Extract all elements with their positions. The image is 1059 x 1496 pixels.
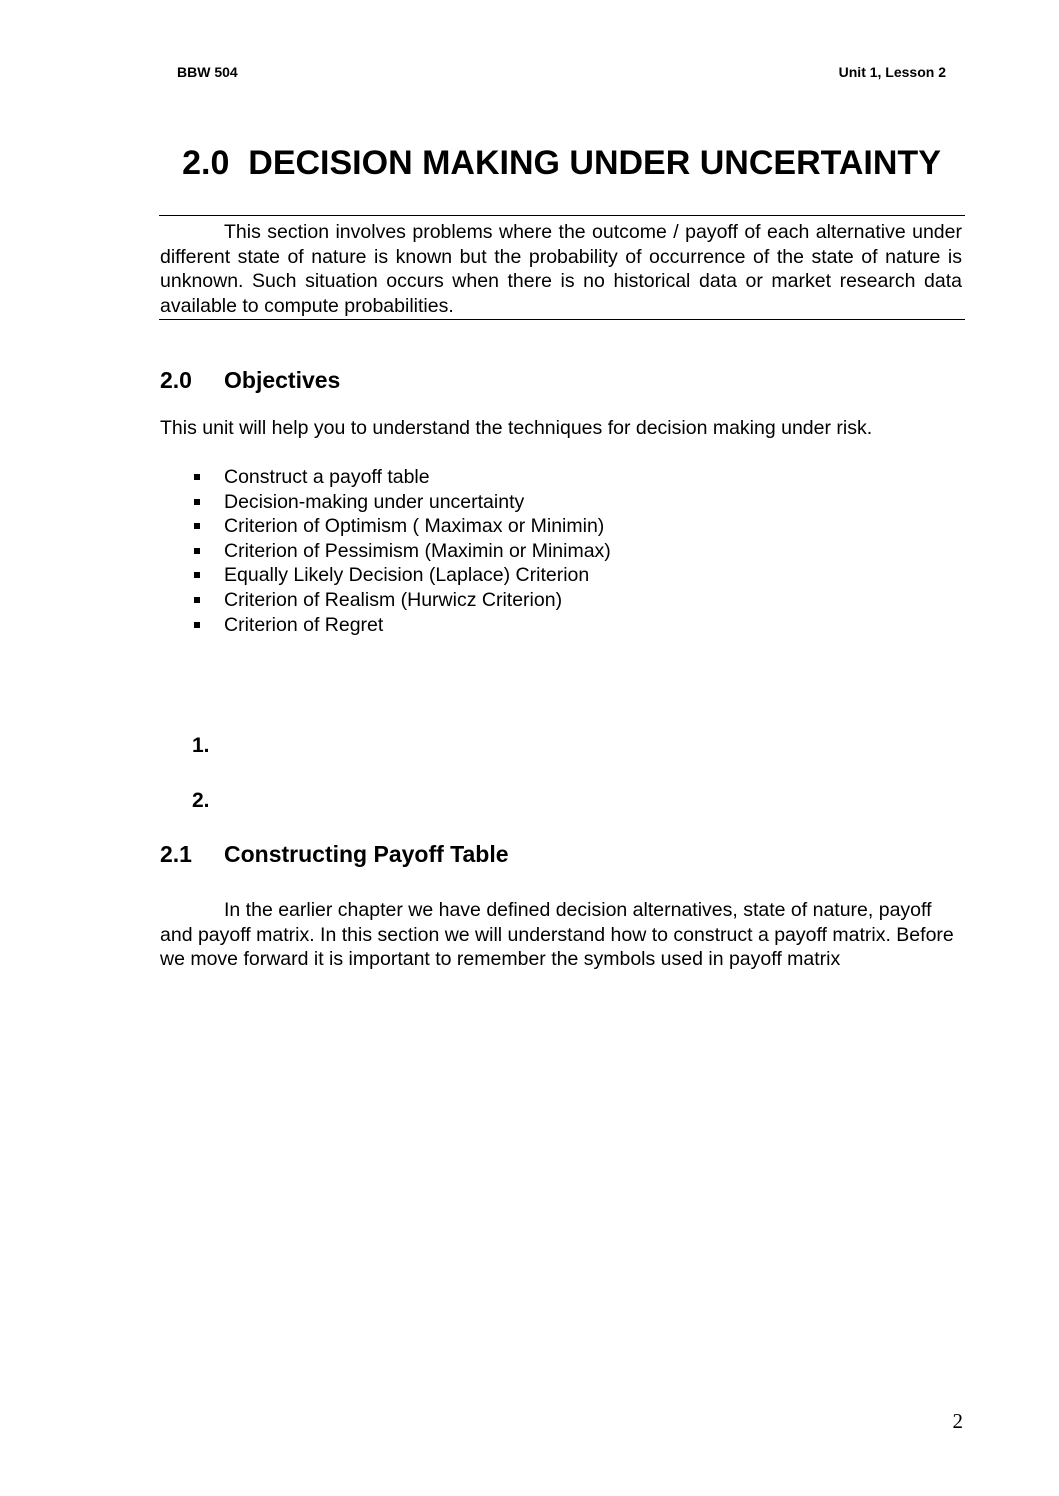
page-title: 2.0 DECISION MAKING UNDER UNCERTAINTY: [182, 144, 941, 182]
objectives-list: [160, 465, 611, 637]
bullet-square-icon: [194, 597, 200, 603]
list-item: [160, 465, 611, 490]
list-item-text: Equally Likely Decision (Laplace) Criterion: [224, 564, 590, 587]
payoff-table-heading: [160, 841, 509, 868]
header-unit-lesson: Unit 1, Lesson 2: [838, 64, 946, 80]
numbered-item-2: 2.: [192, 789, 210, 812]
list-item-text: Criterion of Pessimism (Maximin or Minimax): [224, 539, 611, 562]
payoff-section-number: 2.1: [160, 841, 192, 867]
bullet-square-icon: [194, 499, 200, 505]
objectives-number: 2.0: [160, 367, 192, 393]
list-item-text: Criterion of Realism (Hurwicz Criterion): [224, 588, 563, 611]
page-number: 2: [952, 1409, 963, 1433]
list-item-text: Criterion of Optimism ( Maximax or Minimin): [224, 515, 605, 538]
intro-top-rule: [159, 215, 965, 216]
list-item-text: Decision-making under uncertainty: [224, 490, 525, 513]
objectives-heading-text: Objectives: [224, 367, 341, 393]
bullet-square-icon: [194, 622, 200, 628]
objectives-heading: [160, 367, 340, 394]
list-item: [160, 588, 611, 613]
bullet-square-icon: [194, 474, 200, 480]
payoff-heading-text: Constructing Payoff Table: [224, 841, 509, 867]
bullet-square-icon: [194, 572, 200, 578]
list-item: [160, 514, 611, 539]
bullet-square-icon: [194, 548, 200, 554]
intro-bottom-rule: [159, 319, 965, 320]
list-item: [160, 613, 611, 638]
list-item-text: Construct a payoff table: [224, 466, 430, 488]
list-item: [160, 490, 611, 515]
header-course-code: BBW 504: [177, 64, 238, 80]
list-item-text: Criterion of Regret: [224, 613, 384, 636]
objectives-intro: This unit will help you to understand the techniques for decision making under risk.: [160, 417, 873, 439]
bullet-square-icon: [194, 523, 200, 529]
numbered-item-1: 1.: [192, 734, 210, 757]
payoff-paragraph: In the earlier chapter we have defined decision alternatives, state of nature, payoff and payoff matrix. In this section we will understand how to construct a payoff matrix. Before we move forward it is important to remember the symbols used in payoff matrix: [160, 899, 954, 970]
intro-paragraph: This section involves problems where the outcome / payoff of each alternative under different state of nature is known but the probability of occurrence of the state of nature is unknown. Such situation occurs when there is no historical data or market research data available to compute probabilities.: [160, 221, 962, 317]
list-item: [160, 563, 611, 588]
list-item: [160, 539, 611, 564]
